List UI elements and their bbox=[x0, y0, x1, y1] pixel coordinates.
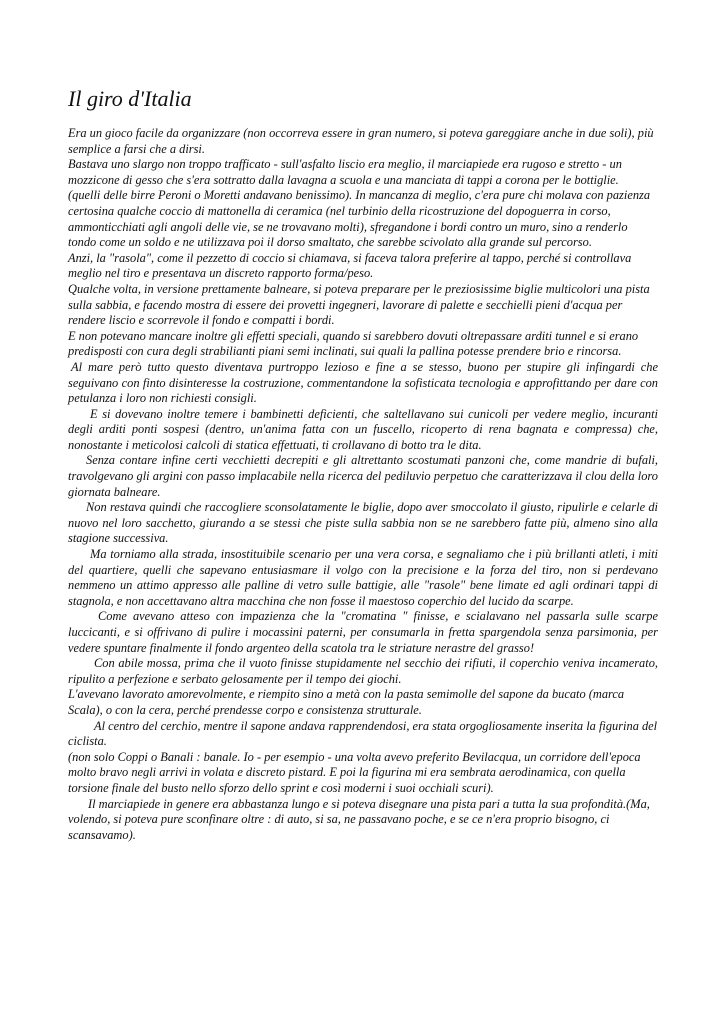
paragraph-3: (quelli delle birre Peroni o Moretti andavano benissimo). In mancanza di meglio, c'era pure chi molava con pazienza certosina qualche coccio di mattonella di ceramica (nel turbinio della ricostruzione del dopoguerra in corso, ammonticchiati agli angoli delle vie, se ne trovavano molti), sfregandone i bordi contro un muro, sino a renderlo tondo come un soldo e ne utilizzava poi il dorso smaltato, che sarebbe scivolato alla grande sul percorso. bbox=[68, 188, 651, 250]
paragraph-9: Senza contare infine certi vecchietti decrepiti e gli altrettanto scostumati panzoni che, come mandrie di bufali, travolgevano gli argini con passo implacabile nella ricerca del pediluvio perpetuo che caratterizzava il clou della loro giornata balneare. bbox=[68, 453, 658, 499]
paragraph-4: Anzi, la "rasola", come il pezzetto di coccio si chiamava, si faceva talora preferire al tappo, perché si controllava meglio nel tiro e presentava un discreto rapporto forma/peso. bbox=[68, 250, 632, 281]
paragraph-2: Bastava uno slargo non troppo trafficato - sull'asfalto liscio era meglio, il marciapiede era rugoso e stretto - un mozzicone di gesso che s'era sottratto dalla lavagna a scuola e una manciata di tappi a corona per le bottiglie. bbox=[68, 157, 622, 187]
paragraph-6: E non potevano mancare inoltre gli effetti speciali, quando si sarebbero dovuti oltrepassare arditi tunnel e si erano predisposti con cura degli strabilianti piani semi inclinati, sui quali la pallina potesse prendere brio e rincorsa. bbox=[68, 328, 639, 359]
paragraph-1: Era un gioco facile da organizzare (non occorreva essere in gran numero, si poteva gareggiare anche in due soli), più semplice a farsi che a dirsi. bbox=[68, 126, 654, 156]
paragraph-16: (non solo Coppi o Banali : banale. Io - per esempio - una volta avevo preferito Bevilacqua, un corridore dell'epoca molto bravo negli arrivi in volata e discreto pistard. E poi la figurina mi era sembrata aerodinamica, con quella torsione finale del busto nello sforzo dello sprint e così moderni i suoi occhiali scuri). bbox=[68, 749, 641, 795]
document-page bbox=[68, 86, 658, 843]
paragraph-14: L'avevano lavorato amorevolmente, e riempito sino a metà con la pasta semimolle del sapone da bucato (marca Scala), o con la cera, perché prendesse corpo e consistenza strutturale. bbox=[68, 687, 625, 717]
paragraph-5: Qualche volta, in versione prettamente balneare, si poteva preparare per le preziosissime biglie multicolori una pista sulla sabbia, e facendo mostra di essere dei provetti ingegneri, lavorare di palette e secchielli pieni d'acqua per rendere liscio e scorrevole il fondo e compatti i bordi. bbox=[68, 281, 650, 328]
paragraph-10: Non restava quindi che raccogliere sconsolatamente le biglie, dopo aver smoccolato il giusto, ripulirle e celarle di nuovo nel loro sacchetto, giurando a se stessi che piste sulla sabbia non se ne sarebbero fatte più, almeno sino alla stagione successiva. bbox=[68, 500, 658, 546]
page-title: Il giro d'Italia bbox=[68, 86, 192, 111]
paragraph-15: Al centro del cerchio, mentre il sapone andava rapprendendosi, era stata orgogliosamente inserita la figurina del ciclista. bbox=[68, 718, 658, 749]
paragraph-8: E si dovevano inoltre temere i bambinetti deficienti, che saltellavano sui cunicoli per vedere meglio, incuranti degli arditi ponti sospesi (dentro, un'anima fatta con un fuscello, ricoperto di rena bagnata e compressa) che, nonostante i meticolosi calcoli di statica effettuati, ti crollavano di botto tra le dita. bbox=[68, 406, 658, 452]
paragraph-12: Come avevano atteso con impazienza che la "cromatina " finisse, e scialavano nel passarla sulle scarpe luccicanti, e si offrivano di pulire i mocassini paterni, per consumarla in fretta spargendola senza parsimonia, per vedere spuntare finalmente il fondo argenteo della scatola tra le striature nerastre del grasso! bbox=[68, 609, 658, 655]
paragraph-11: Ma torniamo alla strada, insostituibile scenario per una vera corsa, e segnaliamo che i più brillanti atleti, i miti del quartiere, quelli che sapevano entusiasmare il volgo con la precisione e la forza del tiro, non si perdevano nemmeno un attimo appresso alle palline di vetro sulle battigie, alle "rasole" bene limate ed agli ordinari tappi di stagnola, e non accettavano altra macchina che non fosse il maestoso coperchio del lucido da scarpe. bbox=[68, 547, 658, 608]
paragraph-13: Con abile mossa, prima che il vuoto finisse stupidamente nel secchio dei rifiuti, il coperchio veniva incamerato, ripulito a perfezione e serbato gelosamente per il tempo dei giochi. bbox=[68, 656, 658, 686]
paragraph-7: Al mare però tutto questo diventava purtroppo lezioso e fine a se stesso, buono per stupire gli infingardi che seguivano con finto disinteresse la costruzione, commentandone la sofisticata tecnologia e approfittando per dare con petulanza i loro non richiesti consigli. bbox=[68, 359, 658, 406]
document-body bbox=[68, 126, 658, 843]
paragraph-17: Il marciapiede in genere era abbastanza lungo e si poteva disegnare una pista pari a tutta la sua profondità.(Ma, volendo, si poteva pure sconfinare oltre : di auto, si sa, ne passavano poche, e se ce n'era proprio bisogno, ci scansavamo). bbox=[68, 796, 650, 842]
